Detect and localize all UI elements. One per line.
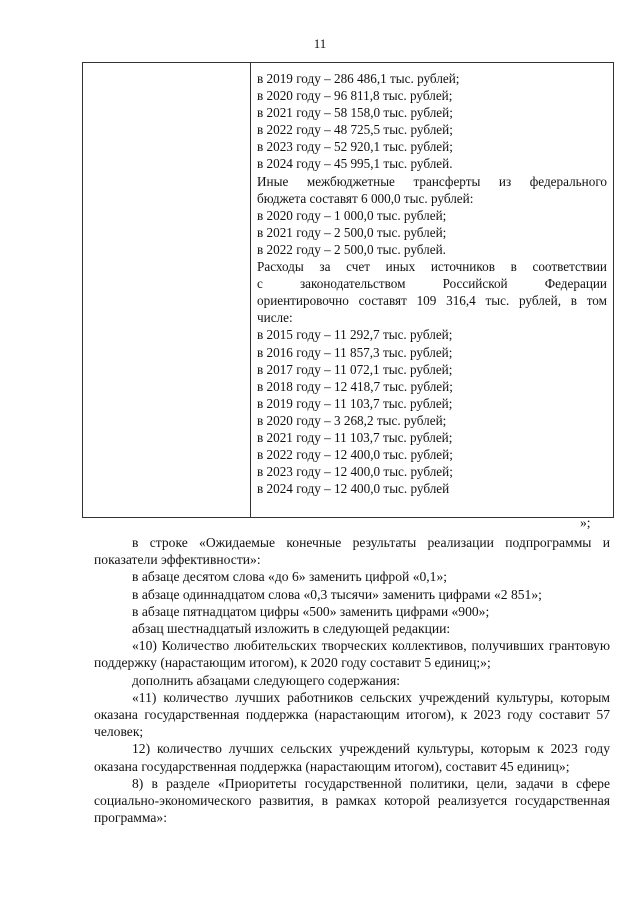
table-line: в 2015 году – 11 292,7 тыс. рублей; [257,327,453,343]
paragraph: «11) количество лучших работников сельских учреждений культуры, которым оказана государственная поддержка (нарастающим итогом), к 2023 году составит 57 человек; [94,689,610,740]
table-line: в 2023 году – 12 400,0 тыс. рублей; [257,464,453,480]
table-left-cell [83,63,251,517]
table-line: Расходы за счет иных источников в соответствии [257,259,607,275]
paragraph: 12) количество лучших сельских учреждений культуры, которым к 2023 году оказана государственная поддержка (нарастающим итогом), составит 45 единиц»; [94,741,610,774]
table-line: в 2019 году – 11 103,7 тыс. рублей; [257,395,453,411]
table-line: в 2018 году – 12 418,7 тыс. рублей; [257,378,453,394]
table-line: в 2019 году – 286 486,1 тыс. рублей; [257,71,460,86]
paragraph: в абзаце пятнадцатом цифры «500» заменить цифрами «900»; [132,603,490,619]
table-line: с законодательством Российской Федерации [257,276,607,292]
table-line: в 2023 году – 52 920,1 тыс. рублей; [257,139,453,155]
page-number: 11 [313,36,327,51]
table-line: в 2020 году – 3 268,2 тыс. рублей; [257,412,447,428]
table-line: бюджета составят 6 000,0 тыс. рублей: [257,190,474,206]
table-line: в 2024 году – 12 400,0 тыс. рублей [257,481,450,497]
table-line: в 2016 году – 11 857,3 тыс. рублей; [257,344,453,360]
financing-table [82,62,614,518]
paragraph: 8) в разделе «Приоритеты государственной политики, цели, задачи в сфере социально-экономического развития, в рамках которой реализуется государственная программа»: [94,775,610,826]
table-line: в 2021 году – 58 158,0 тыс. рублей; [257,105,453,121]
table-line: ориентировочно составят 109 316,4 тыс. рублей, в том [257,293,607,309]
table-line: в 2020 году – 96 811,8 тыс. рублей; [257,88,453,104]
table-closing-quote: »; [580,515,591,530]
table-line: в 2022 году – 48 725,5 тыс. рублей; [257,122,453,138]
table-line: числе: [257,310,293,326]
paragraph: дополнить абзацами следующего содержания: [132,672,401,688]
table-right-cell [257,70,607,497]
table-line: в 2024 году – 45 995,1 тыс. рублей. [257,156,453,172]
paragraph: абзац шестнадцатый изложить в следующей редакции: [132,621,451,637]
paragraph: в строке «Ожидаемые конечные результаты реализации подпрограммы и показатели эффективности»: [94,535,610,568]
document-body [94,534,610,826]
table-line: в 2021 году – 11 103,7 тыс. рублей; [257,429,453,445]
table-line: в 2022 году – 2 500,0 тыс. рублей. [257,241,446,257]
paragraph: «10) Количество любительских творческих коллективов, получивших грантовую поддержку (нарастающим итогом), к 2020 году составит 5 единиц;»; [94,638,610,671]
table-line: в 2017 году – 11 072,1 тыс. рублей; [257,361,453,377]
table-line: в 2021 году – 2 500,0 тыс. рублей; [257,224,447,240]
table-line: Иные межбюджетные трансферты из федерального [257,173,607,189]
table-line: в 2022 году – 12 400,0 тыс. рублей; [257,447,453,463]
paragraph: в абзаце одиннадцатом слова «0,3 тысячи» заменить цифрами «2 851»; [132,586,542,602]
paragraph: в абзаце десятом слова «до 6» заменить цифрой «0,1»; [132,569,448,585]
table-line: в 2020 году – 1 000,0 тыс. рублей; [257,207,447,223]
